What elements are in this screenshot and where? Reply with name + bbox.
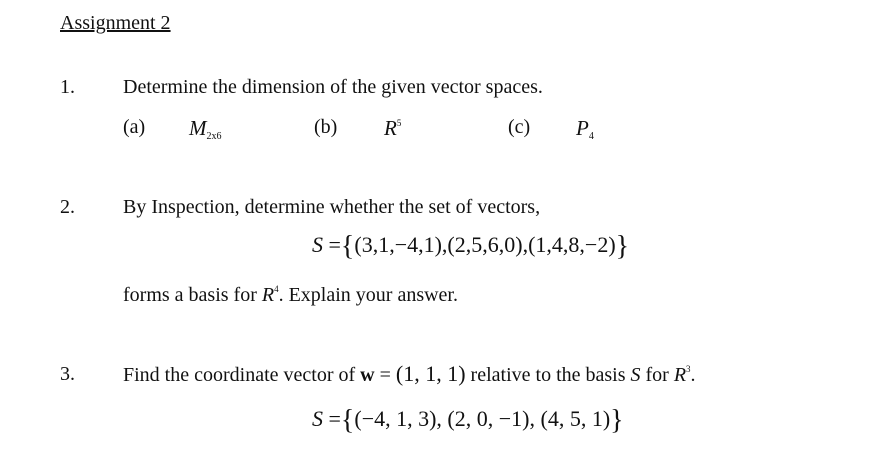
question-3-number: 3.: [60, 363, 75, 385]
q3-space-var: R: [673, 364, 687, 386]
set-name: S: [312, 232, 323, 257]
q3-w-value: (1, 1, 1): [395, 361, 466, 386]
q3-w: w: [360, 364, 375, 386]
part-b-sup: 5: [396, 118, 402, 128]
part-b-var: R: [384, 116, 397, 140]
question-1-number: 1.: [60, 76, 75, 98]
q3-basis-name: S: [630, 364, 641, 386]
part-c-label: (c): [508, 116, 531, 138]
equals-sign: =: [328, 232, 341, 257]
question-2-text: By Inspection, determine whether the set of vectors,: [123, 196, 541, 218]
followup-post: . Explain your answer.: [278, 284, 458, 306]
followup-sup: 4: [274, 284, 279, 294]
q3-set-equals: =: [328, 406, 341, 431]
part-b-label: (b): [314, 116, 338, 138]
part-a-var: M: [189, 116, 207, 140]
open-brace: {: [340, 231, 355, 262]
q3-close-brace: }: [610, 405, 624, 436]
question-3-set: [312, 406, 624, 435]
q3-set-name: S: [312, 406, 323, 431]
question-2-number: 2.: [60, 196, 75, 218]
q3-space-sup: 3: [686, 364, 691, 374]
q3-set-elements: (−4, 1, 3), (2, 0, −1), (4, 5, 1): [354, 406, 611, 431]
part-c-expr: [576, 116, 594, 142]
question-1-text: Determine the dimension of the given vector spaces.: [123, 76, 543, 98]
part-a-label: (a): [123, 116, 146, 138]
part-c-sub: 4: [588, 131, 594, 142]
close-brace: }: [615, 231, 630, 262]
q3-w-components: 1, 1, 1: [403, 361, 459, 386]
q3-equals: =: [379, 364, 391, 386]
q3-period: .: [690, 364, 696, 386]
question-2-set: [312, 232, 629, 261]
followup-var: R: [261, 284, 275, 306]
part-a-sub: 2x6: [206, 131, 222, 142]
followup-pre: forms a basis for: [123, 284, 257, 306]
q3-mid: relative to the basis: [470, 364, 626, 386]
part-c-var: P: [576, 116, 589, 140]
part-b-expr: [384, 116, 401, 141]
set-elements: (3,1,−4,1),(2,5,6,0),(1,4,8,−2): [354, 232, 616, 257]
q3-open-brace: {: [340, 405, 355, 436]
q3-for: for: [645, 364, 669, 386]
assignment-title: Assignment 2: [60, 12, 171, 34]
part-a-expr: [189, 116, 222, 142]
q3-pre: Find the coordinate vector of: [123, 364, 356, 386]
question-3-text: [123, 361, 696, 387]
question-2-followup: [123, 284, 458, 307]
